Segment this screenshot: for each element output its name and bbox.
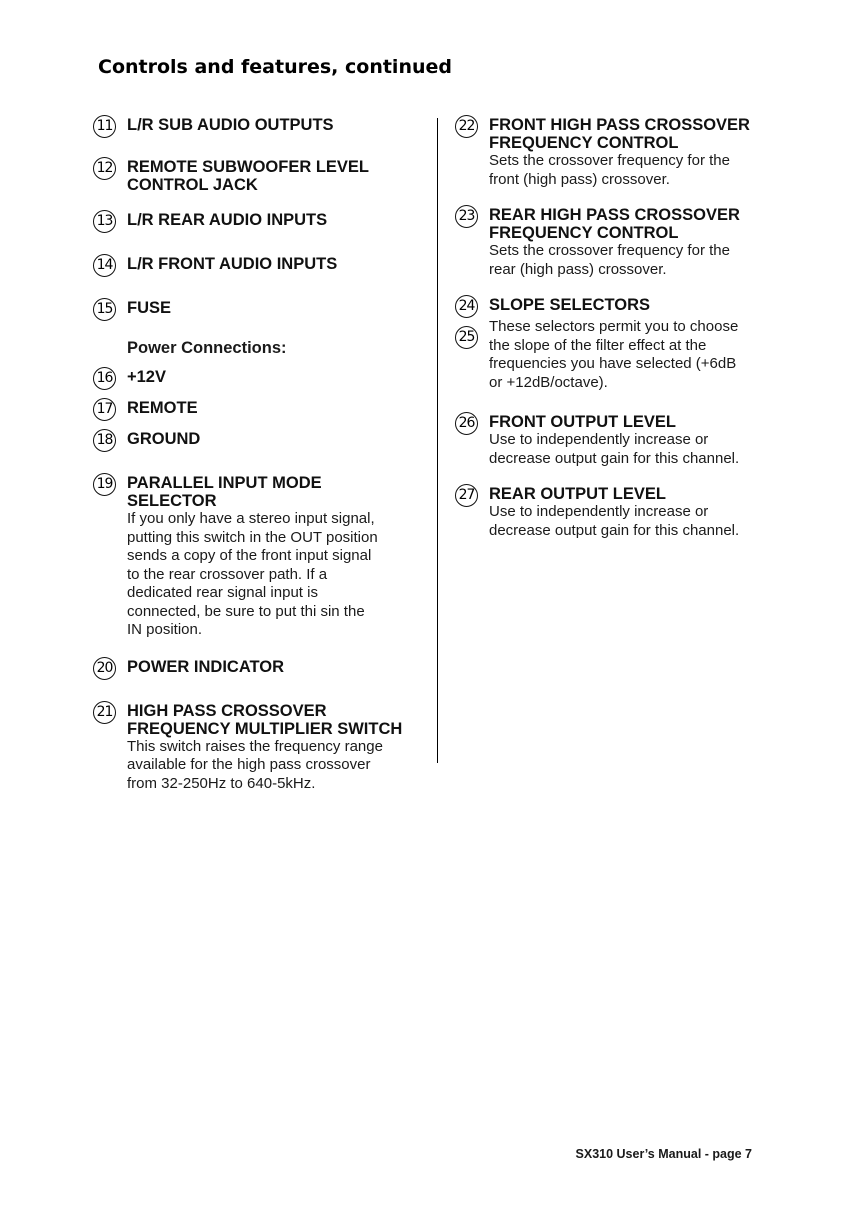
item-heading: REAR HIGH PASS CROSSOVER <box>489 206 740 224</box>
item-heading: FRONT HIGH PASS CROSSOVER <box>489 116 750 134</box>
item-description-line: connected, be sure to put thi sin the <box>127 602 365 620</box>
item-number: 11 <box>93 115 116 138</box>
item-heading: FRONT OUTPUT LEVEL <box>489 413 676 431</box>
item-description-line: Use to independently increase or <box>489 503 709 520</box>
item-description-line: sends a copy of the front input signal <box>127 547 372 564</box>
item-number: 19 <box>93 473 116 496</box>
item-number: 23 <box>455 205 478 228</box>
item-number: 13 <box>93 210 116 233</box>
item-18 <box>93 430 423 452</box>
item-22 <box>455 116 795 189</box>
column-divider <box>437 118 438 763</box>
item-description-line: decrease output gain for this channel. <box>489 449 740 467</box>
item-description-line: putting this switch in the OUT position <box>127 528 378 546</box>
item-heading: FUSE <box>127 299 172 317</box>
item-description-line: Sets the crossover frequency for the <box>489 152 730 169</box>
item-description-line: available for the high pass crossover <box>127 756 371 773</box>
item-description-line: dedicated rear signal input is <box>127 584 318 601</box>
right-column <box>455 116 795 540</box>
item-description-line: IN position. <box>127 621 203 638</box>
item-17 <box>93 399 423 421</box>
item-number: 18 <box>93 429 116 452</box>
item-heading: HIGH PASS CROSSOVER <box>127 701 327 720</box>
item-description-line: These selectors permit you to choose <box>489 318 739 335</box>
item-description-line: If you only have a stereo input signal, <box>127 510 375 527</box>
item-21 <box>93 702 423 794</box>
item-heading: SLOPE SELECTORS <box>489 296 651 314</box>
item-number: 26 <box>455 412 478 435</box>
item-heading: REMOTE SUBWOOFER LEVEL <box>127 158 370 176</box>
item-24 <box>455 296 795 318</box>
item-heading: PARALLEL INPUT MODE <box>127 474 322 492</box>
item-number: 22 <box>455 115 478 138</box>
item-number: 20 <box>93 657 116 680</box>
item-description-line: rear (high pass) crossover. <box>489 260 667 278</box>
item-description-line: Use to independently increase or <box>489 431 709 448</box>
item-25 <box>455 318 795 392</box>
item-description-line: This switch raises the frequency range <box>127 737 383 755</box>
item-20 <box>93 658 423 680</box>
left-column <box>93 116 423 793</box>
item-description-line: from 32-250Hz to 640-5kHz. <box>127 774 316 792</box>
item-number: 24 <box>455 295 478 318</box>
item-heading: FREQUENCY CONTROL <box>489 224 679 242</box>
item-15 <box>93 299 423 321</box>
item-number: 17 <box>93 398 116 421</box>
item-23 <box>455 206 795 279</box>
item-heading: L/R FRONT AUDIO INPUTS <box>127 255 338 273</box>
item-heading: FREQUENCY CONTROL <box>489 134 679 152</box>
item-heading: GROUND <box>127 430 201 448</box>
item-description-line: or +12dB/octave). <box>489 373 608 391</box>
item-number: 16 <box>93 367 116 390</box>
page-footer: SX310 User’s Manual - page 7 <box>575 1147 752 1161</box>
item-description-line: frequencies you have selected (+6dB <box>489 355 737 372</box>
item-heading: CONTROL JACK <box>127 176 258 194</box>
item-number: 14 <box>93 254 116 277</box>
item-26 <box>455 413 795 468</box>
item-heading: REAR OUTPUT LEVEL <box>489 485 666 503</box>
item-heading: +12V <box>127 368 166 386</box>
item-description-line: to the rear crossover path. If a <box>127 565 328 583</box>
item-19 <box>93 474 423 640</box>
item-description-line: the slope of the filter effect at the <box>489 336 707 354</box>
power-connections-subheading: Power Connections: <box>127 339 287 357</box>
item-number: 15 <box>93 298 116 321</box>
item-27 <box>455 485 795 540</box>
page-title: Controls and features, continued <box>98 56 452 78</box>
item-number: 12 <box>93 157 116 180</box>
item-13 <box>93 211 423 233</box>
item-description-line: decrease output gain for this channel. <box>489 521 740 539</box>
item-12 <box>93 158 423 194</box>
item-number: 27 <box>455 484 478 507</box>
item-number: 25 <box>455 326 478 349</box>
item-heading: POWER INDICATOR <box>127 657 285 676</box>
item-heading: REMOTE <box>127 399 198 417</box>
item-11 <box>93 116 423 138</box>
item-description-line: Sets the crossover frequency for the <box>489 242 730 259</box>
item-heading: SELECTOR <box>127 492 217 510</box>
item-heading: L/R SUB AUDIO OUTPUTS <box>127 116 334 134</box>
item-14 <box>93 255 423 277</box>
item-16 <box>93 368 423 390</box>
item-heading: L/R REAR AUDIO INPUTS <box>127 211 328 229</box>
item-number: 21 <box>93 701 116 724</box>
item-heading: FREQUENCY MULTIPLIER SWITCH <box>127 719 403 738</box>
item-description-line: front (high pass) crossover. <box>489 170 670 188</box>
